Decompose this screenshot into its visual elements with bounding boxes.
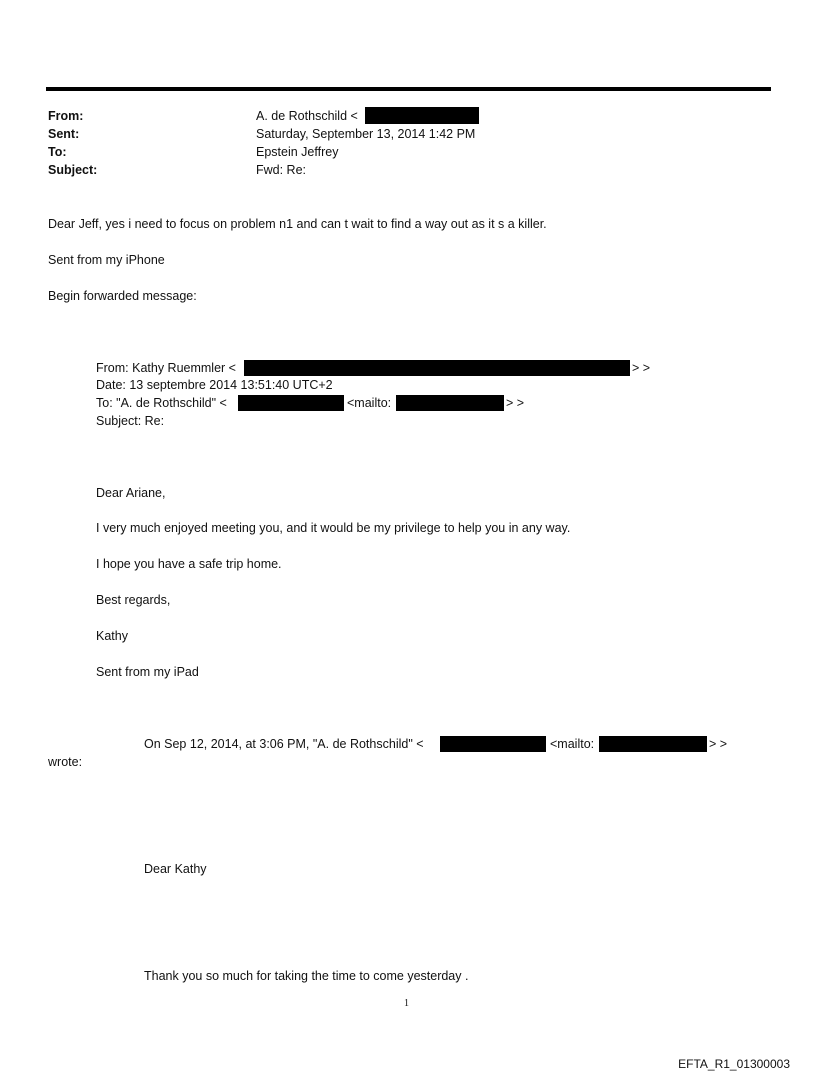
quoted-greeting: Dear Kathy — [144, 862, 207, 876]
sent-value: Saturday, September 13, 2014 1:42 PM — [256, 127, 476, 141]
to-value: Epstein Jeffrey — [256, 145, 339, 159]
body-line-1: Dear Jeff, yes i need to focus on problem n1 and can t wait to find a way out as it s a killer. — [48, 217, 547, 231]
quoted-mailto: <mailto: — [550, 737, 595, 751]
fwd-to-suffix: > > — [506, 396, 525, 410]
page-number: 1 — [404, 998, 409, 1009]
reply-paragraph-1: I very much enjoyed meeting you, and it would be my privilege to help you in any way. — [96, 521, 571, 535]
to-label: To: — [48, 145, 67, 159]
redaction-block — [396, 395, 504, 411]
redaction-block — [599, 736, 707, 752]
fwd-subject: Subject: Re: — [96, 414, 165, 428]
fwd-date: Date: 13 septembre 2014 13:51:40 UTC+2 — [96, 378, 333, 392]
from-value: A. de Rothschild < — [256, 109, 358, 123]
from-label: From: — [48, 109, 84, 123]
subject-value: Fwd: Re: — [256, 163, 307, 177]
reply-paragraph-2: I hope you have a safe trip home. — [96, 557, 282, 571]
footer-id: EFTA_R1_01300003 — [678, 1057, 790, 1071]
fwd-to-mailto: <mailto: — [347, 396, 392, 410]
reply-greeting: Dear Ariane, — [96, 486, 166, 500]
sent-label: Sent: — [48, 127, 80, 141]
reply-sent-from: Sent from my iPad — [96, 665, 199, 679]
body-line-3: Begin forwarded message: — [48, 289, 197, 303]
quoted-line: Thank you so much for taking the time to come yesterday . — [144, 969, 469, 983]
quoted-suffix: > > — [709, 737, 728, 751]
fwd-to: To: "A. de Rothschild" < — [96, 396, 227, 410]
redaction-block — [365, 107, 479, 124]
reply-closing: Best regards, — [96, 593, 171, 607]
quoted-wrote: wrote: — [48, 755, 83, 769]
body-line-2: Sent from my iPhone — [48, 253, 165, 267]
header-rule — [46, 87, 771, 91]
fwd-from-suffix: > > — [632, 361, 651, 375]
fwd-from: From: Kathy Ruemmler < — [96, 361, 236, 375]
reply-name: Kathy — [96, 629, 128, 643]
redaction-block — [238, 395, 344, 411]
redaction-block — [244, 360, 630, 376]
redaction-block — [440, 736, 546, 752]
quoted-on-line: On Sep 12, 2014, at 3:06 PM, "A. de Rothschild" < — [144, 737, 424, 751]
subject-label: Subject: — [48, 163, 98, 177]
